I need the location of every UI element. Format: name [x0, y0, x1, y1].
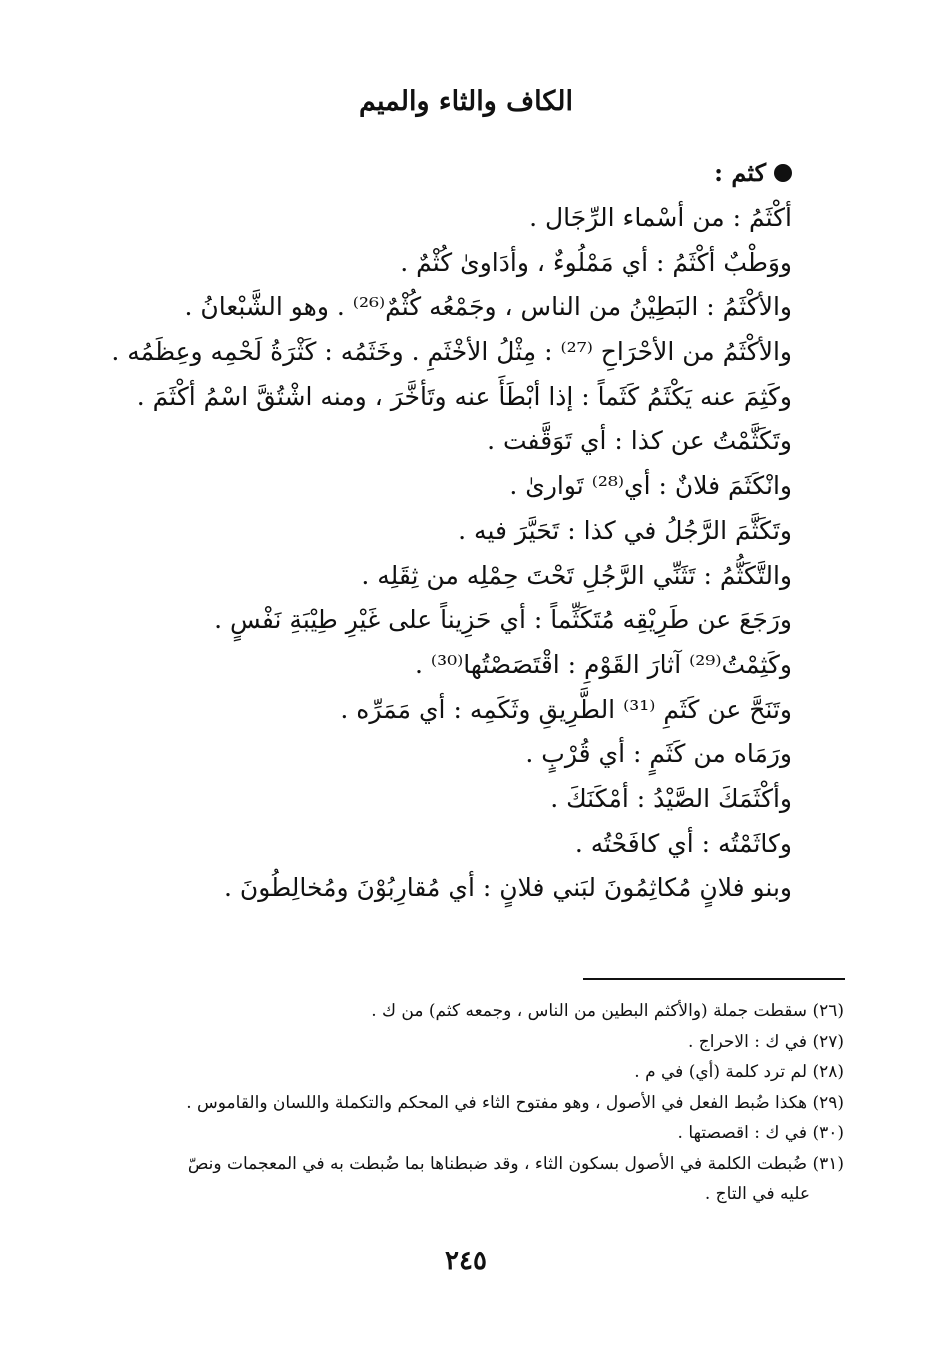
page-number: ٢٤٥ — [445, 1246, 487, 1276]
entry-line: وبنو فلانٍ مُكاثِمُونَ لبَني فلانٍ : أي مُقارِبُوْنَ ومُخالِطُونَ . — [224, 873, 792, 903]
entry-line: والأكْثَمُ : البَطِيْنُ من الناس ، وجَمْعُه كُثْمٌ⁽²⁶⁾ . وهو الشَّبْعانُ . — [184, 292, 792, 322]
footnote-divider — [583, 978, 845, 980]
footnote: (٢٦) سقطت جملة (والأكثم البطين من الناس ، وجمعه كثم) من ك . — [371, 1001, 844, 1021]
footnote: (٣١) ضُبطت الكلمة في الأصول بسكون الثاء ، وقد ضبطناها بما ضُبطت به في المعجمات ونصّ — [187, 1153, 844, 1174]
entry-line: ووَطْبٌ أكْثَمُ : أي مَمْلُوءٌ ، وأدَاوىٰ كُثْمٌ . — [400, 247, 792, 277]
entry-line: أكْثَمُ : من أسْماء الرِّجَال . — [529, 203, 792, 232]
entry-line: ورَجَعَ عن طَرِيْقِه مُتَكَثِّماً : أي حَزِيناً على غَيْرِ طِيْبَةِ نَفْسٍ . — [214, 605, 792, 635]
entry-heading-text: كثم : — [714, 158, 766, 187]
entry-body — [102, 196, 792, 911]
bullet-icon — [774, 164, 792, 182]
entry-heading — [714, 158, 792, 187]
footnotes — [114, 996, 844, 1210]
entry-line: وانْكَثَمَ فلانٌ : أي⁽²⁸⁾ تَوارىٰ . — [509, 471, 792, 501]
footnote: (٢٨) لم ترد كلمة (أي) في م . — [634, 1062, 844, 1082]
entry-line: وكاثَمْتُه : أي كافَحْتُه . — [574, 828, 792, 858]
footnote: (٢٧) في ك : الاحراج . — [687, 1031, 844, 1052]
entry-line: وتَكَثَّمَ الرَّجُلُ في كذا : تَحَيَّرَ فيه . — [458, 515, 792, 545]
entry-line: والأكْثَمُ من الأحْرَاحِ ⁽²⁷⁾ : مِثْلُ الأخْثَمِ . وخَثَمُه : كَثْرَةُ لَحْمِه وعِظَمُه . — [111, 337, 792, 367]
entry-line: والتَّكَثُّمُ : تَثَنِّي الرَّجُلِ تَحْتَ حِمْلِه من ثِقَلِه . — [361, 560, 792, 590]
entry-line: وتَنَحَّ عن كَثَمِ ⁽³¹⁾ الطَّرِيقِ وثَكَمِه : أي مَمَرِّه . — [340, 694, 792, 724]
entry-line: وكَثِمَ عنه يَكْثَمُ كَثَماً : إذا أبْطَأَ عنه وتَأخَّرَ ، ومنه اشْتُقَّ اسْمُ أكْثَمَ . — [136, 381, 792, 411]
entry-line: وكَثِمْتُ⁽²⁹⁾ آثارَ القَوْمِ : اقْتَصَصْتُها⁽³⁰⁾ . — [415, 649, 792, 679]
entry-line: ورَمَاه من كَثَمٍ : أي قُرْبٍ . — [525, 739, 792, 769]
entry-line: وتَكَثَّمْتُ عن كذا : أي تَوَقَّفت . — [487, 426, 792, 456]
footnote: (٢٩) هكذا ضُبط الفعل في الأصول ، وهو مفتوح الثاء في المحكم والتكملة واللسان والقاموس . — [186, 1092, 844, 1113]
running-header: الكاف والثاء والميم — [359, 86, 573, 117]
entry-line: وأكْثَمَكَ الصَّيْدُ : أمْكَنَكَ . — [550, 783, 792, 813]
footnote: (٣٠) في ك : اقصصتها . — [677, 1123, 844, 1143]
footnote-continuation: عليه في التاج . — [704, 1184, 810, 1204]
